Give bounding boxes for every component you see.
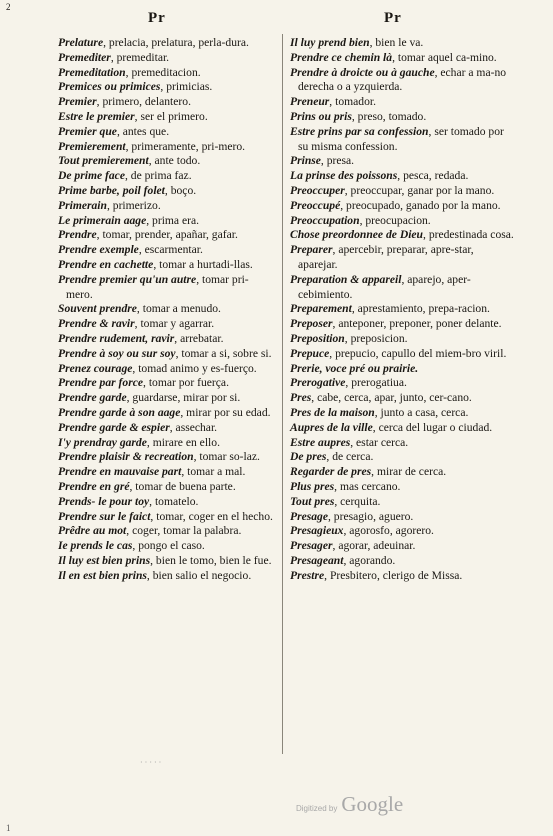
entry-headword: Prenez courage (58, 361, 133, 375)
dictionary-entry (290, 228, 514, 243)
entry-headword: Le primerain aage (58, 213, 147, 227)
entry-headword: Prelature (58, 36, 104, 49)
entry-definition: , tomad animo y es-fuerço. (132, 361, 257, 375)
dictionary-entry (290, 317, 514, 332)
dictionary-entry (290, 214, 514, 229)
entry-definition: , tomar a hurtadi-llas. (153, 257, 253, 271)
entry-headword: Souvent prendre (58, 302, 137, 316)
entry-headword: Prestre (290, 568, 325, 582)
entry-headword: Preoccuper (290, 183, 345, 197)
dictionary-entry (290, 199, 514, 214)
dictionary-entry (58, 228, 274, 243)
entry-headword: Prendre garde à son aage (58, 405, 181, 419)
dictionary-entry (290, 391, 514, 406)
entry-headword: Il luy est bien prins (58, 553, 151, 567)
dictionary-entry (290, 125, 514, 155)
dictionary-entry (58, 510, 274, 525)
entry-headword: Prendre exemple (58, 243, 139, 257)
entry-definition: , tomar, coger en el hecho. (150, 509, 273, 523)
dictionary-entry (290, 273, 514, 303)
dictionary-entry (58, 184, 274, 199)
dictionary-entry (290, 465, 514, 480)
dictionary-entry (58, 36, 274, 51)
dictionary-entry (58, 569, 274, 584)
entry-definition: , primerizo. (106, 198, 161, 212)
dictionary-entry (290, 169, 514, 184)
entry-headword: Prendre plaisir & recreation (58, 450, 194, 464)
dictionary-entry (58, 302, 274, 317)
entry-definition: , presagio, aguero. (328, 509, 414, 523)
entry-definition: , assechar. (169, 420, 218, 434)
entry-definition: , aprestamiento, prepa-racion. (351, 302, 490, 316)
entry-headword: Estre prins par sa confession (290, 124, 429, 138)
entry-headword: Premier (58, 95, 97, 109)
entry-headword: Presageant (290, 553, 344, 567)
entry-definition: , mirare en ello. (146, 435, 220, 449)
entry-headword: Tout pres (290, 494, 335, 508)
dictionary-entry (58, 539, 274, 554)
dictionary-entry (58, 332, 274, 347)
entry-headword: Prendre & ravir (58, 317, 135, 331)
entry-headword: De pres (290, 450, 327, 464)
entry-headword: Prendre ce chemin là (290, 50, 393, 64)
watermark-logo: Google (341, 792, 404, 816)
entry-definition: , preposicion. (344, 331, 408, 345)
dictionary-entry (58, 495, 274, 510)
entry-headword: Preoccupation (290, 213, 360, 227)
entry-definition: , de cerca. (326, 450, 374, 464)
dictionary-entry (58, 214, 274, 229)
entry-definition: , agorando. (343, 553, 396, 567)
entry-definition: , bien le va. (369, 36, 424, 49)
entry-definition: , de prima faz. (124, 169, 192, 183)
entry-headword: Pres de la maison (290, 405, 375, 419)
page-folio: 2 (6, 2, 11, 12)
dictionary-entry (290, 480, 514, 495)
left-column (58, 36, 274, 583)
entry-headword: Prendre rudement, ravir (58, 331, 175, 345)
entry-definition: , junto a casa, cerca. (374, 405, 469, 419)
dictionary-entry (58, 169, 274, 184)
entry-headword: Presagieux (290, 524, 344, 538)
entry-definition: , bien salio el negocio. (146, 568, 252, 582)
entry-definition: , tomar, prender, apañar, gafar. (96, 228, 238, 242)
entry-definition: , primero, delantero. (96, 95, 191, 109)
running-head-left: Pr (148, 10, 166, 26)
entry-headword: Estre le premier (58, 109, 135, 123)
entry-definition: , prerogatiua. (345, 376, 407, 390)
entry-definition: , premeditar. (110, 50, 170, 64)
dictionary-entry (58, 80, 274, 95)
entry-headword: Prendre en gré (58, 479, 130, 493)
entry-headword: Preparation & appareil (290, 272, 402, 286)
entry-definition: , tomar a mal. (181, 465, 246, 479)
entry-headword: Presage (290, 509, 328, 523)
entry-headword: Prêdre au mot (58, 524, 127, 538)
entry-headword: Prepuce (290, 346, 330, 360)
dictionary-entry (290, 554, 514, 569)
dictionary-entry (290, 110, 514, 125)
right-column (290, 36, 514, 583)
entry-headword: Prendre (58, 228, 97, 242)
entry-headword: Prins ou pris (290, 109, 352, 123)
entry-headword: Preoccupé (290, 198, 341, 212)
dictionary-entry (290, 569, 514, 584)
entry-definition: , boço. (164, 183, 197, 197)
entry-definition: , cerca del lugar o ciudad. (372, 420, 493, 434)
watermark-prefix: Digitized by (296, 804, 338, 813)
dictionary-entry (58, 480, 274, 495)
entry-definition: , preoccupar, ganar por la mano. (344, 183, 495, 197)
dictionary-entry (290, 184, 514, 199)
entry-headword: Prendre en cachette (58, 257, 154, 271)
entry-headword: La prinse des poissons (290, 169, 398, 183)
dictionary-entry (58, 51, 274, 66)
entry-definition: , primeramente, pri-mero. (125, 139, 246, 153)
entry-headword: Primerain (58, 198, 107, 212)
dictionary-entry (290, 376, 514, 391)
dictionary-entry (290, 95, 514, 110)
entry-definition: , cabe, cerca, apar, junto, cer-cano. (311, 391, 472, 405)
entry-headword: Prendre garde & espier (58, 420, 170, 434)
dictionary-entry (290, 51, 514, 66)
dictionary-entry (290, 243, 514, 273)
entry-definition: , tomador. (329, 95, 376, 109)
entry-definition: , Presbitero, clerigo de Missa. (324, 568, 463, 582)
entry-definition: , cerquita. (334, 494, 381, 508)
entry-headword: Preposition (290, 331, 345, 345)
entry-definition: , mas cercano. (334, 479, 401, 493)
entry-headword: Prendre sur le faict (58, 509, 151, 523)
entry-definition: , mirar por su edad. (180, 405, 271, 419)
entry-headword: Premeditation (58, 65, 126, 79)
dictionary-entry (290, 154, 514, 169)
dictionary-entry (58, 554, 274, 569)
dictionary-entry (58, 243, 274, 258)
entry-headword: Premier que (58, 124, 117, 138)
entry-headword: Preneur (290, 95, 330, 109)
entry-definition: , tomar pri-mero. (66, 272, 249, 301)
dictionary-entry (58, 347, 274, 362)
entry-definition: , echar a ma-no derecha o a yzquierda. (298, 65, 507, 94)
dictionary-entry (290, 450, 514, 465)
entry-headword: Premierement (58, 139, 126, 153)
entry-definition: , antes que. (116, 124, 170, 138)
dictionary-entry (290, 421, 514, 436)
entry-headword: Prendre en mauvaise part (58, 465, 182, 479)
entry-headword: Prerie, voce pré ou prairie. (290, 361, 419, 375)
entry-headword: Premices ou primices (58, 80, 161, 94)
entry-definition: , aparejo, aper-cebimiento. (298, 272, 471, 301)
entry-headword: Prendre garde (58, 391, 127, 405)
dictionary-entry (290, 539, 514, 554)
entry-definition: , guardarse, mirar por si. (126, 391, 241, 405)
entry-definition: , arrebatar. (174, 331, 224, 345)
entry-headword: I'y prendray garde (58, 435, 147, 449)
dictionary-entry (58, 450, 274, 465)
entry-headword: Tout premierement (58, 154, 149, 168)
entry-headword: Prends- le pour toy (58, 494, 150, 508)
dictionary-entry (58, 95, 274, 110)
dictionary-entry (58, 66, 274, 81)
entry-headword: Plus pres (290, 479, 335, 493)
column-divider (282, 34, 283, 754)
entry-definition: , tomar so-laz. (193, 450, 260, 464)
entry-definition: , agorar, adeuinar. (332, 539, 416, 553)
dictionary-entry (58, 376, 274, 391)
entry-headword: Prendre à soy ou sur soy (58, 346, 176, 360)
entry-definition: , prima era. (146, 213, 200, 227)
entry-headword: Preparer (290, 243, 333, 257)
dictionary-entry (290, 347, 514, 362)
dictionary-entry (58, 125, 274, 140)
entry-definition: , prepucio, capullo del miem-bro viril. (329, 346, 507, 360)
entry-headword: Estre aupres (290, 435, 351, 449)
entry-definition: , ser el primero. (134, 109, 208, 123)
entry-definition: , preocupacion. (359, 213, 431, 227)
entry-headword: Prendre premier qu'un autre (58, 272, 197, 286)
entry-definition: , tomar aquel ca-mino. (392, 50, 497, 64)
entry-headword: Il luy prend bien (290, 36, 370, 49)
entry-definition: , pongo el caso. (132, 539, 205, 553)
entry-definition: , apercebir, preparar, apre-star, aparejar. (298, 243, 474, 271)
dictionary-entry (290, 436, 514, 451)
entry-definition: , tomatelo. (149, 494, 199, 508)
entry-definition: , ante todo. (148, 154, 201, 168)
dictionary-entry (290, 406, 514, 421)
entry-headword: Ie prends le cas (58, 539, 133, 553)
dictionary-entry (58, 436, 274, 451)
entry-definition: , prelacia, prelatura, perla-dura. (103, 36, 249, 49)
dictionary-entry (58, 140, 274, 155)
entry-definition: , tomar por fuerça. (143, 376, 229, 390)
ink-smudge: · · · · · (140, 758, 162, 767)
entry-definition: , anteponer, preponer, poner delante. (332, 317, 502, 331)
dictionary-entry (290, 524, 514, 539)
entry-definition: , premeditacion. (125, 65, 201, 79)
entry-definition: , tomar a menudo. (136, 302, 221, 316)
digitized-watermark (296, 792, 403, 817)
dictionary-entry (58, 317, 274, 332)
entry-definition: , tomar y agarrar. (134, 317, 215, 331)
entry-headword: Presager (290, 539, 333, 553)
dictionary-entry (290, 36, 514, 51)
entry-definition: , tomar de buena parte. (129, 479, 236, 493)
dictionary-entry (58, 199, 274, 214)
dictionary-entry (290, 510, 514, 525)
entry-headword: Pres (290, 391, 312, 405)
entry-headword: Prime barbe, poil folet (58, 183, 165, 197)
dictionary-entry (58, 362, 274, 377)
dictionary-entry (58, 524, 274, 539)
entry-headword: De prime face (58, 169, 125, 183)
dictionary-entry (58, 465, 274, 480)
dictionary-entry (58, 110, 274, 125)
entry-headword: Preparement (290, 302, 352, 316)
entry-headword: Regarder de pres (290, 465, 372, 479)
dictionary-entry (58, 406, 274, 421)
entry-definition: , agorosfo, agorero. (343, 524, 434, 538)
dictionary-entry (58, 273, 274, 303)
dictionary-entry (290, 302, 514, 317)
entry-headword: Prendre à droicte ou à gauche (290, 65, 435, 79)
entry-definition: , estar cerca. (350, 435, 409, 449)
bottom-mark: 1 (6, 823, 11, 833)
entry-headword: Premediter (58, 50, 111, 64)
entry-definition: , ser tomado por su misma confession. (298, 124, 504, 153)
entry-definition: , predestinada cosa. (423, 228, 514, 242)
entry-headword: Prinse (290, 154, 321, 168)
entry-headword: Prendre par force (58, 376, 144, 390)
entry-definition: , primicias. (160, 80, 213, 94)
entry-definition: , bien le tomo, bien le fue. (150, 553, 272, 567)
dictionary-entry (290, 66, 514, 96)
entry-headword: Il en est bien prins (58, 568, 147, 582)
entry-headword: Prerogative (290, 376, 346, 390)
entry-headword: Preposer (290, 317, 333, 331)
entry-definition: , preso, tomado. (351, 109, 427, 123)
dictionary-entry (58, 154, 274, 169)
entry-definition: , preocupado, ganado por la mano. (340, 198, 501, 212)
entry-definition: , escarmentar. (138, 243, 203, 257)
dictionary-entry (58, 258, 274, 273)
dictionary-entry (290, 495, 514, 510)
entry-definition: , presa. (320, 154, 355, 168)
dictionary-entry (58, 391, 274, 406)
dictionary-entry (290, 362, 514, 377)
entry-definition: , mirar de cerca. (371, 465, 447, 479)
entry-definition: , tomar a si, sobre si. (175, 346, 272, 360)
dictionary-entry (58, 421, 274, 436)
entry-headword: Chose preordonnee de Dieu (290, 228, 424, 242)
entry-definition: , pesca, redada. (397, 169, 469, 183)
running-head-right: Pr (384, 10, 402, 26)
entry-headword: Aupres de la ville (290, 420, 373, 434)
dictionary-entry (290, 332, 514, 347)
entry-definition: , coger, tomar la palabra. (126, 524, 242, 538)
